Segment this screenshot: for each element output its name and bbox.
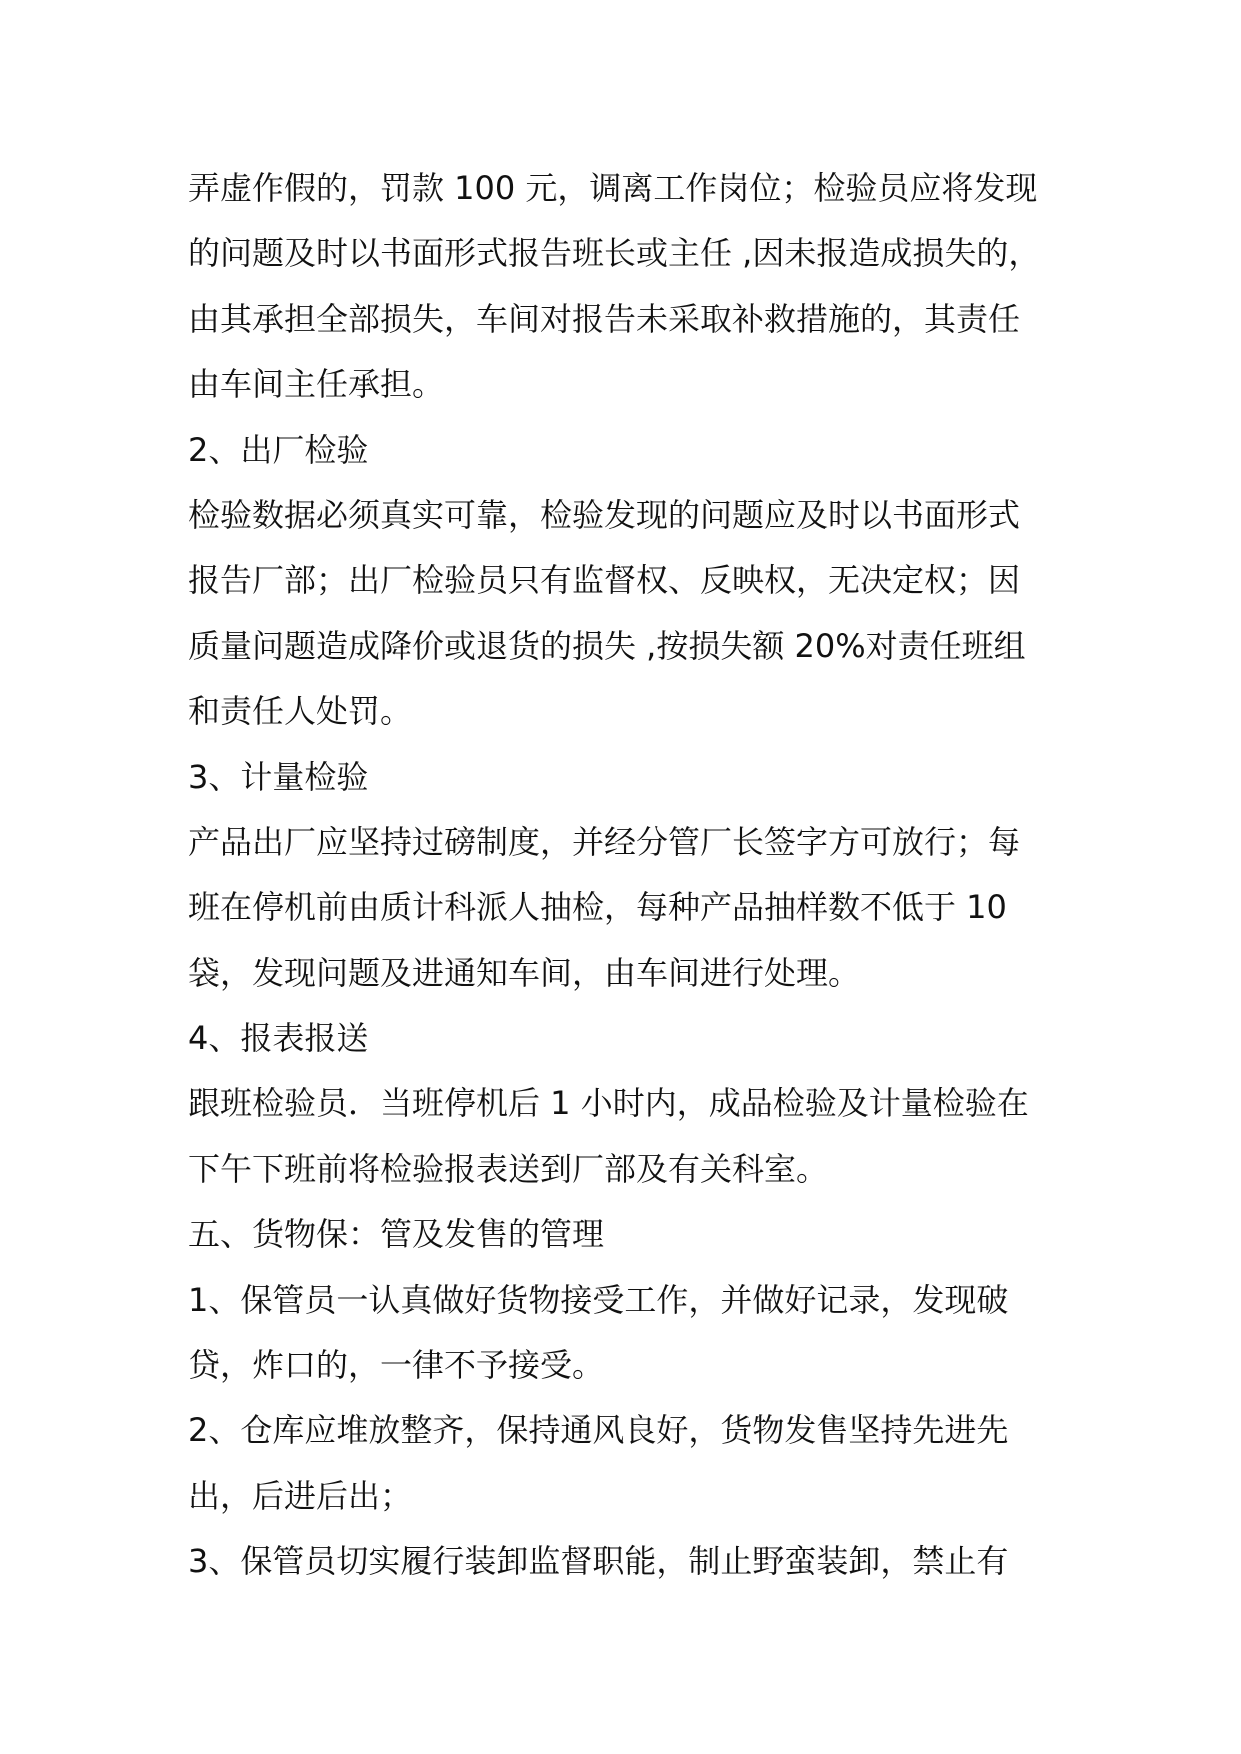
text-line: 质量问题造成降价或退货的损失 ,按损失额 20%对责任班组 (188, 626, 1026, 665)
section-heading: 2、出厂检验 (188, 430, 369, 469)
text-line: 的问题及时以书面形式报告班长或主任 ,因未报造成损失的， (188, 234, 1041, 273)
text-line: 和责任人处罚。 (188, 692, 413, 731)
text-line: 袋，发现问题及进通知车间，由车间进行处理。 (188, 953, 861, 992)
text-line: 3、保管员切实履行装卸监督职能，制止野蛮装卸，禁止有 (188, 1542, 1009, 1581)
text-line: 产品出厂应坚持过磅制度，并经分管厂长签字方可放行；每 (188, 822, 1021, 861)
text-line: 弄虚作假的，罚款 100 元，调离工作岗位；检验员应将发现 (188, 169, 1038, 207)
section-heading: 4、报表报送 (188, 1019, 369, 1058)
document-page (188, 156, 1068, 1595)
section-heading: 3、计量检验 (188, 757, 369, 796)
text-line: 贷，炸口的，一律不予接受。 (188, 1346, 605, 1385)
section-heading: 五、货物保：管及发售的管理 (188, 1215, 605, 1254)
text-line: 1、保管员一认真做好货物接受工作，并做好记录，发现破 (188, 1280, 1009, 1319)
text-line: 由其承担全部损失，车间对报告未采取补救措施的，其责任 (188, 299, 1021, 338)
text-line: 跟班检验员．当班停机后 1 小时内，成品检验及计量检验在 (188, 1084, 1029, 1123)
text-line: 班在停机前由质计科派人抽检，每种产品抽样数不低于 10 (188, 888, 1007, 927)
text-line: 下午下班前将检验报表送到厂部及有关科室。 (188, 1149, 829, 1188)
text-line: 检验数据必须真实可靠，检验发现的问题应及时以书面形式 (188, 495, 1021, 534)
text-line: 报告厂部；出厂检验员只有监督权、反映权，无决定权；因 (188, 561, 1021, 600)
text-line: 出，后进后出； (188, 1476, 413, 1515)
text-line: 由车间主任承担。 (188, 365, 445, 404)
text-line: 2、仓库应堆放整齐，保持通风良好，货物发售坚持先进先 (188, 1411, 1009, 1450)
